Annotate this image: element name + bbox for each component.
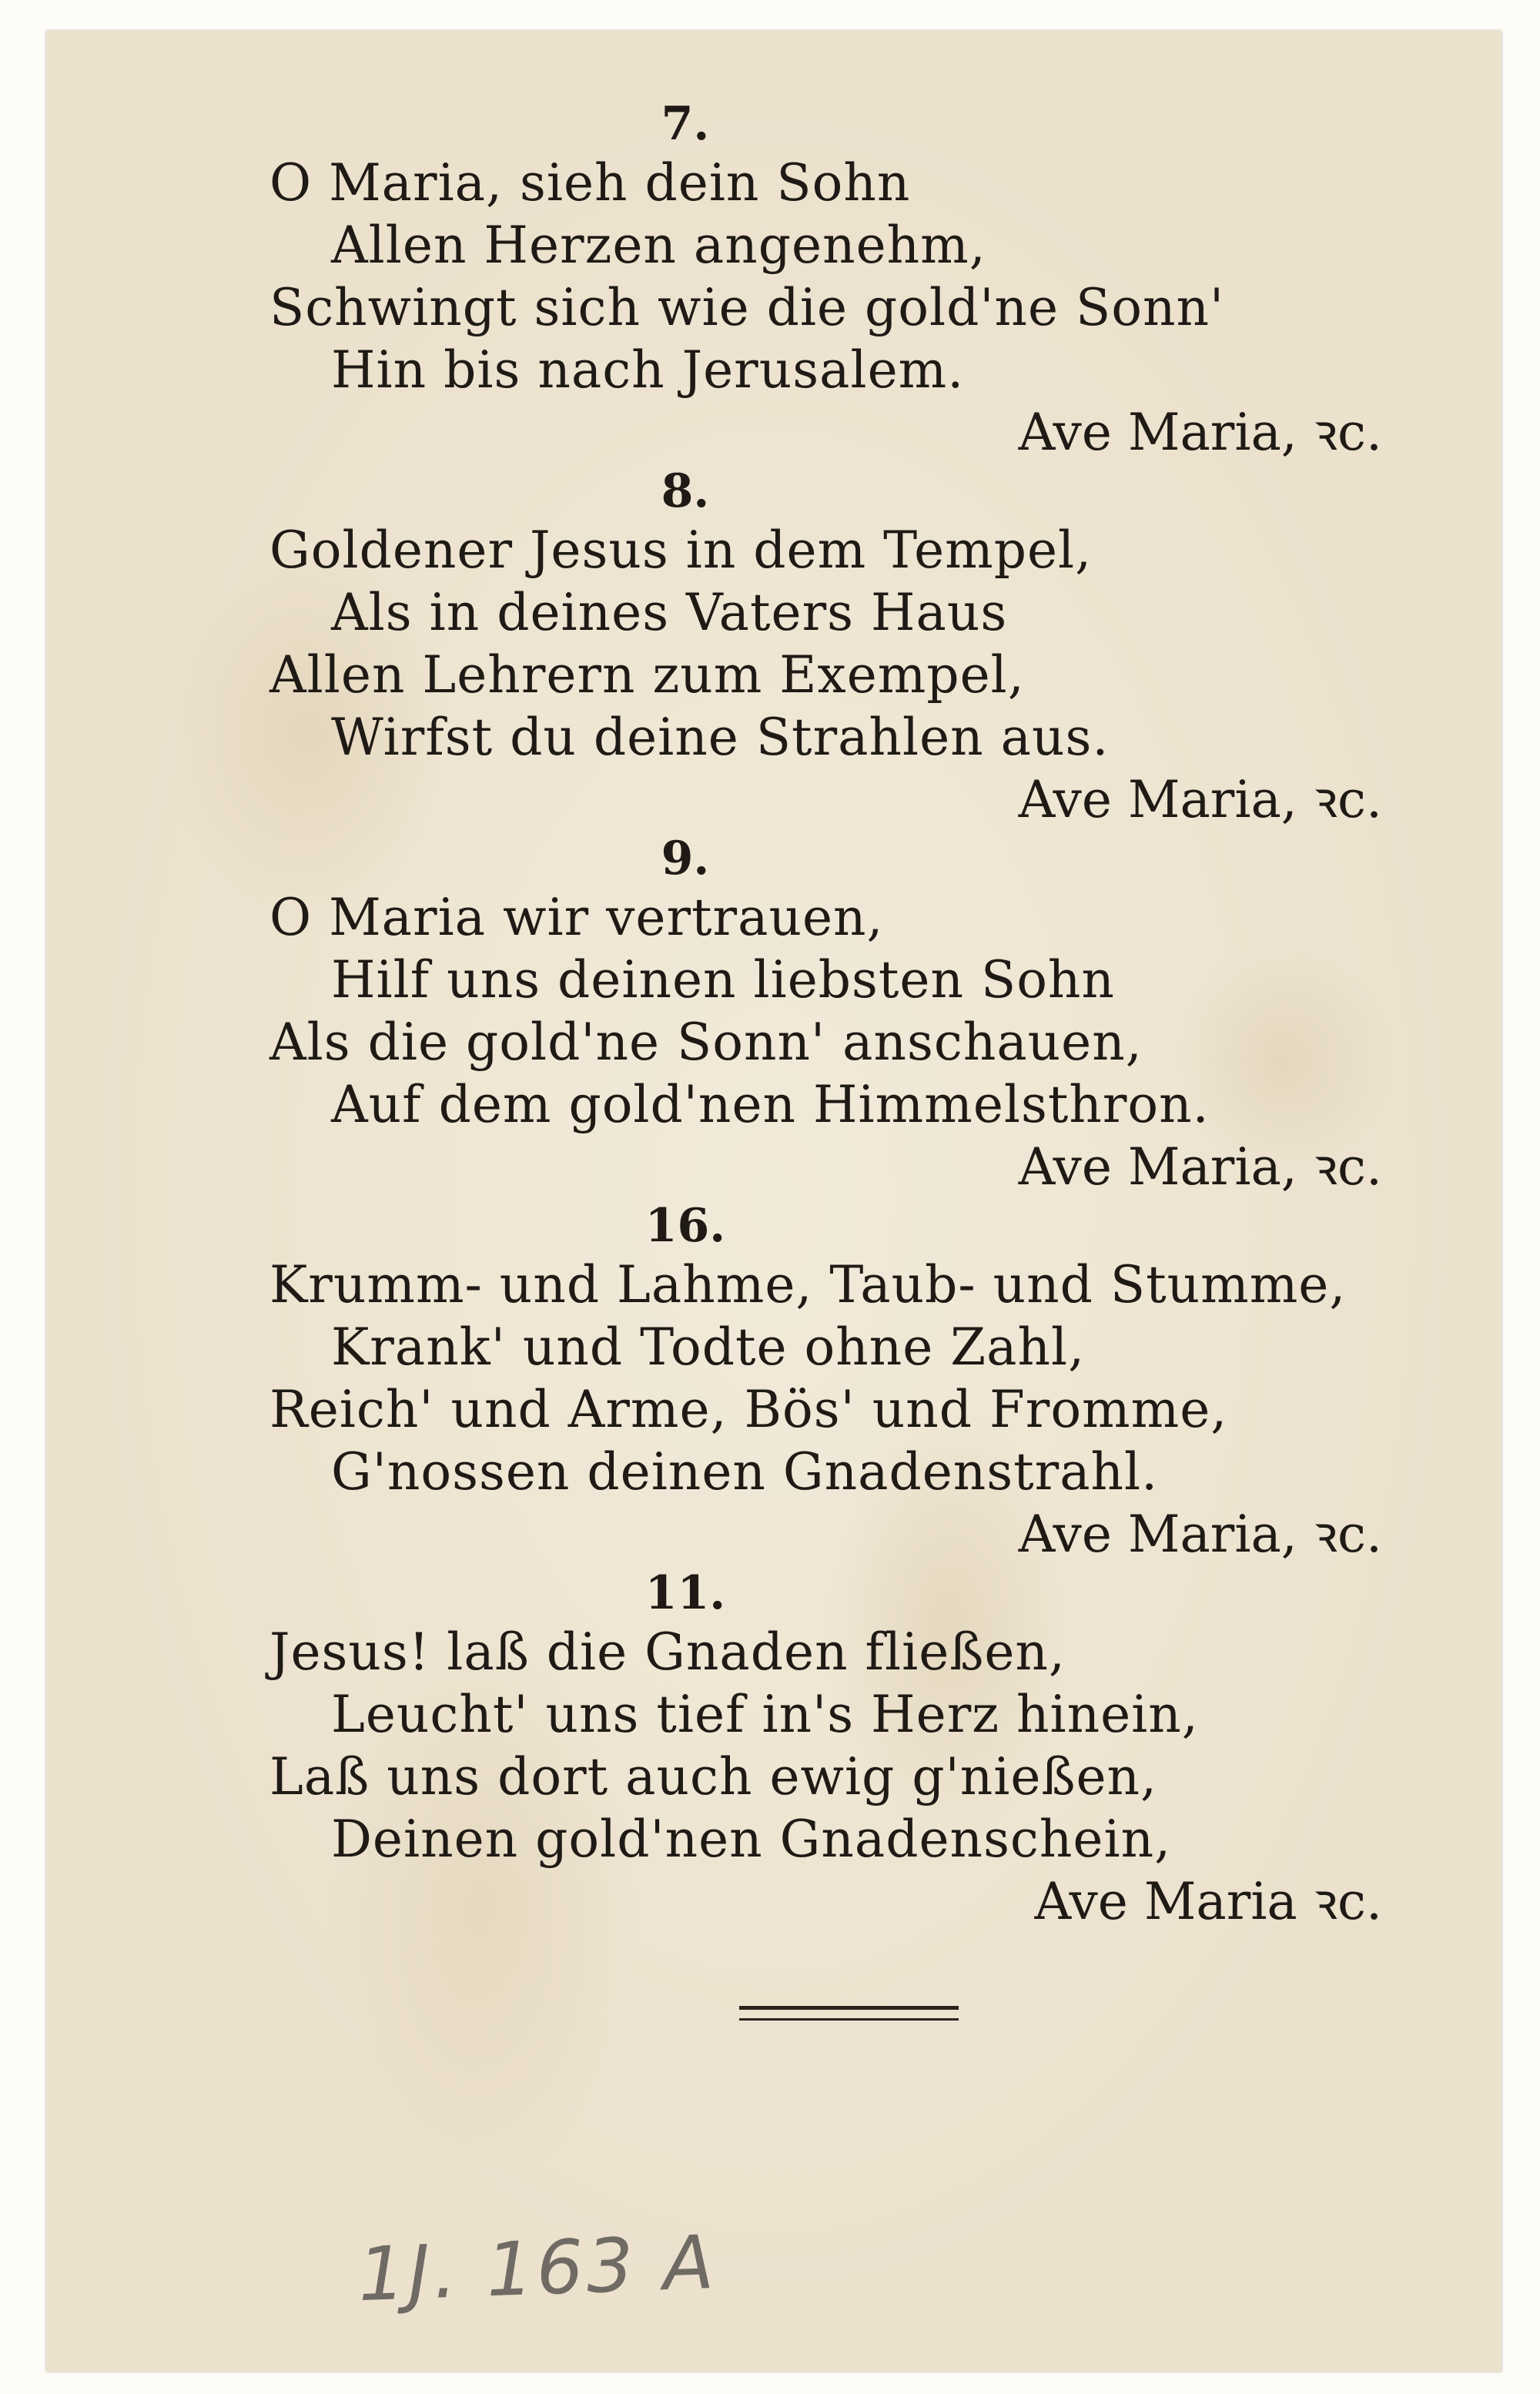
verse-line: Allen Herzen angenehm, xyxy=(331,216,986,275)
refrain-line: Ave Maria ꝛc. xyxy=(1034,1872,1382,1931)
stanza-number: 16. xyxy=(644,1199,726,1253)
stanza-number: 7. xyxy=(661,97,710,151)
stanza-number: 9. xyxy=(661,832,710,886)
stanza-number: 11. xyxy=(644,1566,726,1620)
verse-line: Krank' und Todte ohne Zahl, xyxy=(331,1318,1086,1377)
verse-line: Reich' und Arme, Bös' und Fromme, xyxy=(270,1380,1228,1439)
verse-line: Allen Lehrern zum Exempel, xyxy=(270,645,1025,705)
verse-line: Jesus! laß die Gnaden fließen, xyxy=(270,1622,1066,1682)
refrain-line: Ave Maria, ꝛc. xyxy=(1018,1505,1382,1564)
verse-line: Deinen gold'nen Gnadenschein, xyxy=(331,1810,1172,1869)
verse-line: Krumm- und Lahme, Taub- und Stumme, xyxy=(270,1255,1347,1314)
verse-line: O Maria, sieh dein Sohn xyxy=(270,153,911,213)
verse-line: Auf dem gold'nen Himmelsthron. xyxy=(331,1075,1210,1134)
refrain-line: Ave Maria, ꝛc. xyxy=(1018,403,1382,462)
verse-line: Laß uns dort auch ewig g'nießen, xyxy=(270,1747,1158,1806)
verse-line: Leucht' uns tief in's Herz hinein, xyxy=(331,1685,1199,1744)
closing-double-rule xyxy=(739,2006,959,2021)
verse-line: Als in deines Vaters Haus xyxy=(331,583,1008,642)
stanza-number: 8. xyxy=(661,464,710,518)
verse-line: G'nossen deinen Gnadenstrahl. xyxy=(331,1442,1159,1502)
page-sheet xyxy=(46,31,1502,2372)
verse-line: Goldener Jesus in dem Tempel, xyxy=(270,521,1093,580)
verse-line: Wirfst du deine Strahlen aus. xyxy=(331,708,1110,767)
verse-line: Als die gold'ne Sonn' anschauen, xyxy=(270,1013,1143,1072)
verse-line: O Maria wir vertrauen, xyxy=(270,888,884,947)
refrain-line: Ave Maria, ꝛc. xyxy=(1018,1137,1382,1197)
verse-line: Hin bis nach Jerusalem. xyxy=(331,340,965,400)
pencil-shelfmark: 1J. 163 A xyxy=(357,2218,718,2319)
hymn-text xyxy=(270,96,1394,1933)
verse-line: Hilf uns deinen liebsten Sohn xyxy=(331,950,1115,1009)
refrain-line: Ave Maria, ꝛc. xyxy=(1018,770,1382,829)
verse-line: Schwingt sich wie die gold'ne Sonn' xyxy=(270,278,1225,337)
